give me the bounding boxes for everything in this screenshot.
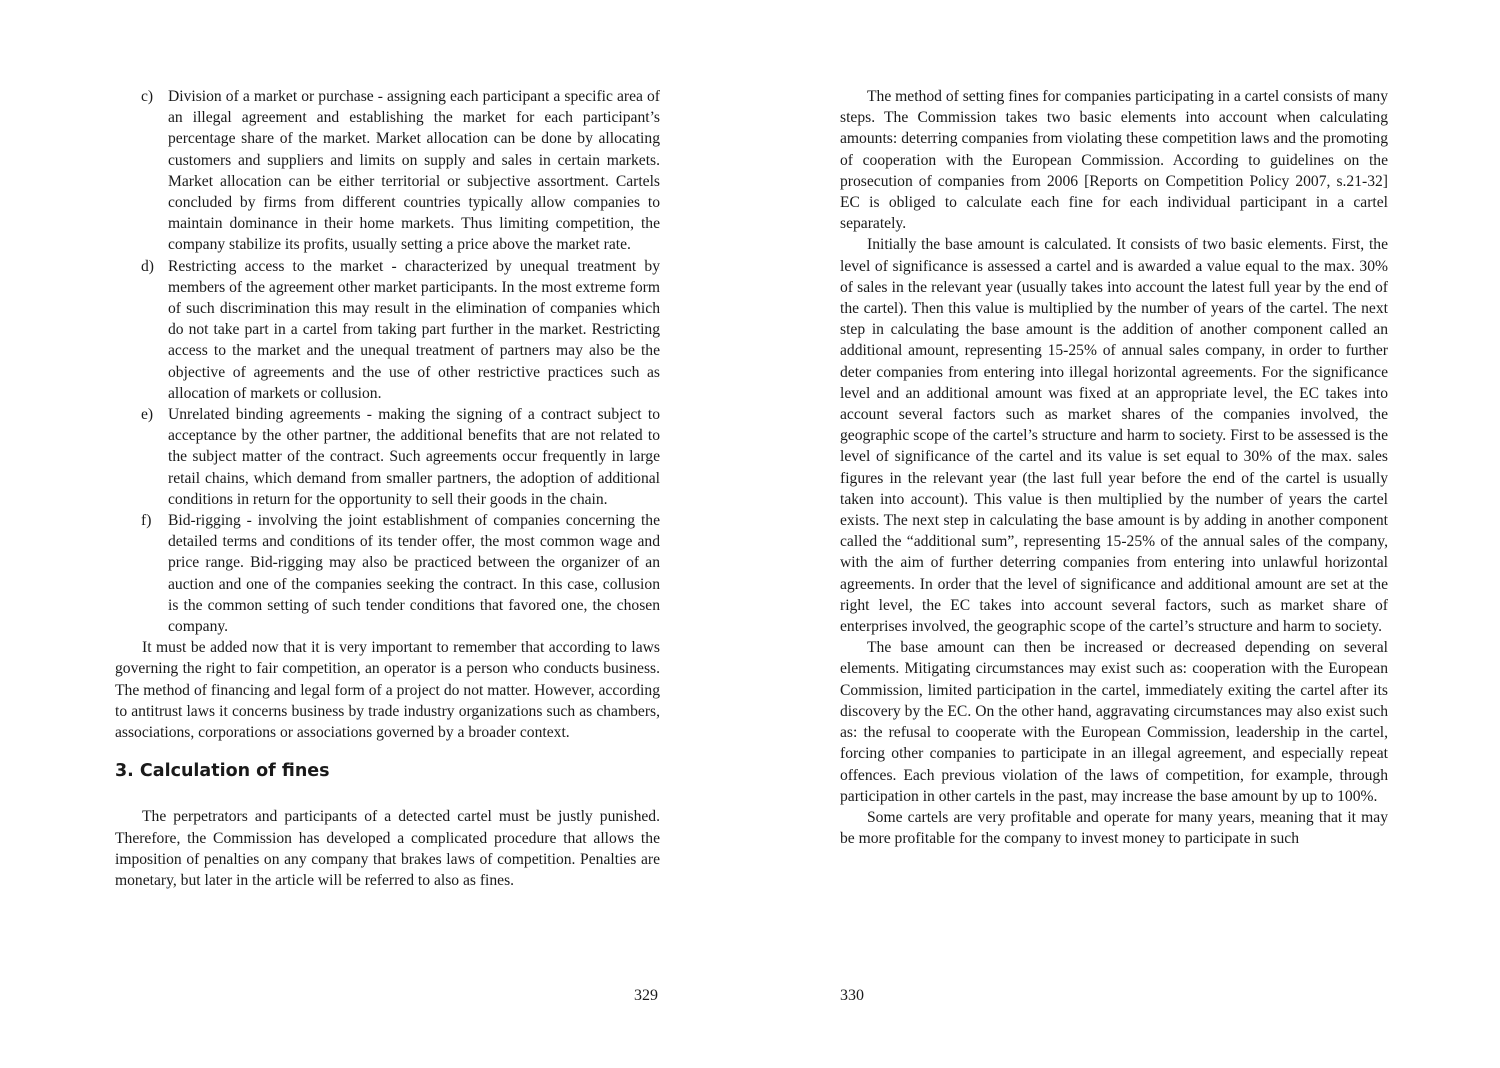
list-item-c (115, 86, 660, 256)
section-heading: 3. Calculation of fines (115, 761, 330, 782)
body-paragraph: It must be added now that it is very important to remember that according to laws governing the right to fair competition, an operator is a person who conducts business. The method of financing and legal form of a project do not matter. However, according to antitrust laws it concerns business by trade industry organizations such as chambers, associations, corporations or associations governed by a broader context. (115, 639, 660, 742)
list-item-text: Division of a market or purchase - assigning each participant a specific area of an illegal agreement and establishing the market for each participant’s percentage share of the market. Market allocation can be done by allocating customers and suppliers and limits on supply and sales in certain markets. Market allocation can be either territorial or subjective assortment. Cartels concluded by firms from different countries typically allow companies to maintain dominance in their home markets. Thus limiting competition, the company stabilize its profits, usually setting a price above the market rate. (168, 88, 660, 254)
list-item-e (115, 404, 660, 510)
right-page (750, 0, 1500, 1068)
body-paragraph: The base amount can then be increased or decreased depending on several elements. Mitigating circumstances may exist such as: cooperation with the European Commission, limited participation in the cartel, immediately exiting the cartel after its discovery by the EC. On the other hand, aggravating circumstances may also exist such as: the refusal to cooperate with the European Commission, leadership in the cartel, forcing other companies to participate in an illegal agreement, and especially repeat offences. Each previous violation of the laws of competition, for example, through participation in other cartels in the past, may increase the base amount by up to 100%. (840, 639, 1388, 805)
right-text-column (840, 86, 1388, 849)
body-paragraph: Initially the base amount is calculated. It consists of two basic elements. First, the level of significance is assessed a cartel and is awarded a value equal to the max. 30% of sales in the relevant year (usually takes into account the latest full year by the end of the cartel). Then this value is multiplied by the number of years of the cartel. The next step in calculating the base amount is the addition of another component called an additional amount, representing 15-25% of annual sales company, in order to further deter companies from entering into illegal horizontal agreements. For the significance level and an additional amount was fixed at an appropriate level, the EC takes into account several factors such as market shares of the companies involved, the geographic scope of the cartel’s structure and harm to society. First to be assessed is the level of significance of the cartel and its value is set equal to 30% of the max. sales figures in the relevant year (the last full year before the end of the cartel is usually taken into account). This value is then multiplied by the number of years the cartel exists. The next step in calculating the base amount is by adding in another component called the “additional sum”, representing 15-25% of the annual sales of the company, with the aim of further deterring companies from entering into unlawful horizontal agreements. In order that the level of significance and additional amount are set at the right level, the EC takes into account several factors, such as market share of enterprises involved, the geographic scope of the cartel’s structure and harm to society. (840, 236, 1388, 636)
body-paragraph: The perpetrators and participants of a detected cartel must be justly punished. Therefore, the Commission has developed a complicated procedure that allows the imposition of penalties on any company that brakes laws of competition. Penalties are monetary, but later in the article will be referred to also as fines. (115, 808, 660, 889)
page-number: 330 (840, 987, 864, 1004)
list-item-f (115, 510, 660, 637)
list-item-text: Unrelated binding agreements - making the signing of a contract subject to acceptance by the other partner, the additional benefits that are not related to the subject matter of the contract. Such agreements occur frequently in large retail chains, which demand from smaller partners, the adoption of additional conditions in return for the opportunity to sell their goods in the chain. (168, 406, 660, 508)
list-marker: f) (141, 512, 152, 530)
list-marker: c) (141, 88, 154, 105)
list-marker: d) (141, 257, 154, 275)
list-item-text: Restricting access to the market - characterized by unequal treatment by members of the agreement other market participants. In the most extreme form of such discrimination this may result in the elimination of companies which do not take part in a cartel from taking part further in the market. Restricting access to the market and the unequal treatment of partners may also be the objective of agreements and the use of other restrictive practices such as allocation of markets or collusion. (168, 257, 660, 402)
page-number: 329 (634, 987, 658, 1004)
list-item-text: Bid-rigging - involving the joint establishment of companies concerning the detailed terms and conditions of its tender offer, the most common wage and price range. Bid-rigging may also be practiced between the organizer of an auction and one of the companies seeking the contract. In this case, collusion is the common setting of such tender conditions that favored one, the chosen company. (168, 512, 660, 636)
list-marker: e) (141, 406, 154, 424)
left-text-column (115, 86, 660, 891)
body-paragraph: Some cartels are very profitable and operate for many years, meaning that it may be more profitable for the company to invest money to participate in such (840, 808, 1388, 848)
list-item-d (115, 256, 660, 404)
body-paragraph: The method of setting fines for companies participating in a cartel consists of many steps. The Commission takes two basic elements into account when calculating amounts: deterring companies from violating these competition laws and the promoting of cooperation with the European Commission. According to guidelines on the prosecution of companies from 2006 [Reports on Competition Policy 2007, s.21-32] EC is obliged to calculate each fine for each individual participant in a cartel separately. (840, 88, 1388, 233)
